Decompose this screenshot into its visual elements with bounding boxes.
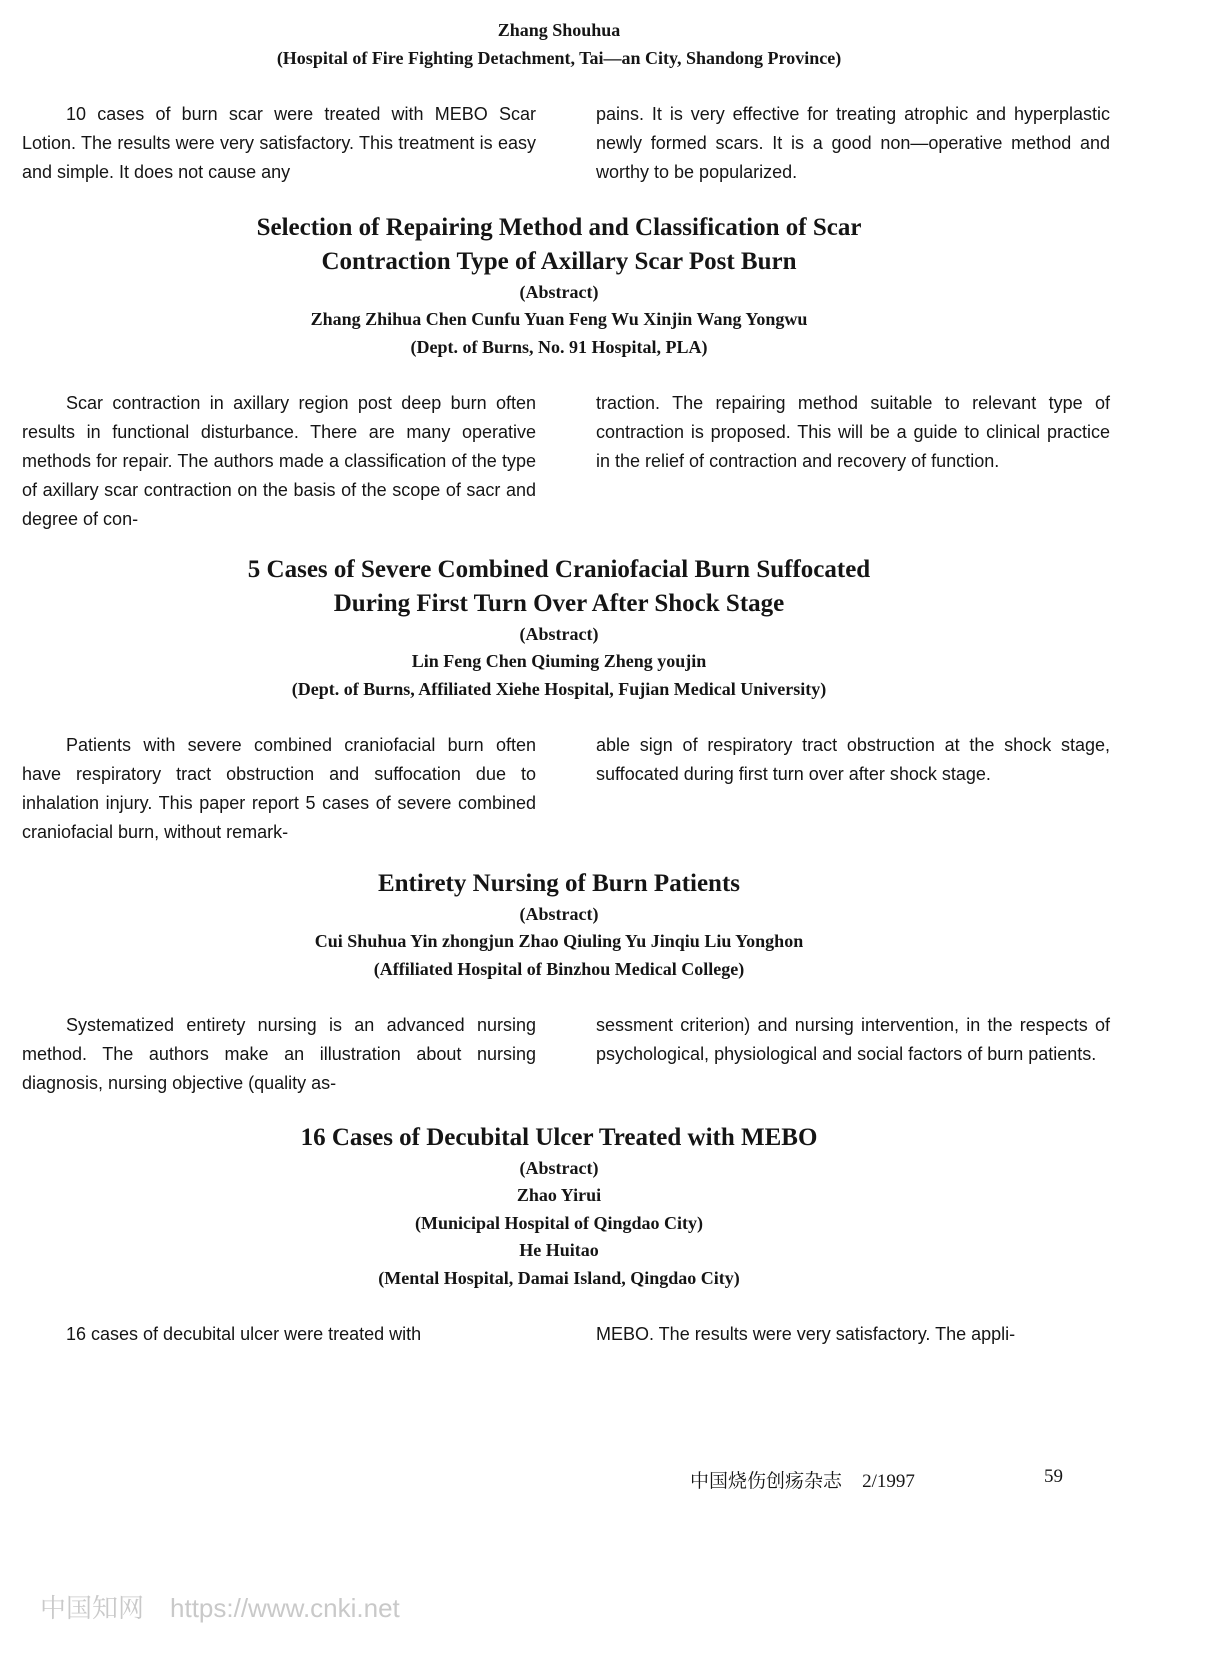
- right-column: [596, 1011, 1110, 1098]
- article-title: 16 Cases of Decubital Ulcer Treated with MEBO: [300, 1124, 818, 1151]
- watermark-url: https://www.cnki.net: [170, 1593, 400, 1623]
- article-title-line2: During First Turn Over After Shock Stage: [333, 590, 785, 617]
- article-title-line2: Contraction Type of Axillary Scar Post Burn: [321, 248, 797, 275]
- paragraph: Scar contraction in axillary region post deep burn often results in functional disturbance. There are many operative methods for repair. The authors made a classification of the type of axillary scar contraction on the basis of the scope of sacr and degree of con-: [22, 393, 536, 529]
- watermark-brand: 中国知网: [40, 1594, 145, 1624]
- paragraph: traction. The repairing method suitable to relevant type of contraction is proposed. This will be a guide to clinical practice in the relief of contraction and recovery of function.: [596, 393, 1110, 471]
- author-line: Cui Shuhua Yin zhongjun Zhao Qiuling Yu Jinqiu Liu Yonghon: [314, 931, 804, 951]
- left-column: [22, 100, 536, 187]
- author-line: Zhao Yirui: [516, 1185, 602, 1205]
- two-column-body: [22, 1011, 1110, 1098]
- left-column: [22, 1011, 536, 1098]
- journal-name: 中国烧伤创疡杂志: [690, 1470, 843, 1492]
- affiliation-line: (Hospital of Fire Fighting Detachment, Tai—an City, Shandong Province): [276, 48, 842, 68]
- cnki-watermark: [40, 1588, 400, 1625]
- left-column: [22, 1320, 536, 1349]
- paragraph: sessment criterion) and nursing intervention, in the respects of psychological, physiological and social factors of burn patients.: [596, 1015, 1110, 1064]
- abstract-tag: (Abstract): [519, 282, 599, 302]
- two-column-body: [22, 1320, 1110, 1349]
- paragraph: Systematized entirety nursing is an advanced nursing method. The authors make an illustration about nursing diagnosis, nursing objective (quality as-: [22, 1015, 536, 1093]
- right-column: [596, 731, 1110, 847]
- author-line: Zhang Shouhua: [497, 20, 621, 40]
- issue-label: 2/1997: [862, 1471, 915, 1492]
- article-title: Selection of Repairing Method and Classification of Scar: [256, 214, 862, 241]
- page-number: 59: [1044, 1466, 1063, 1487]
- author-line: He Huitao: [519, 1240, 599, 1260]
- affiliation-line: (Mental Hospital, Damai Island, Qingdao City): [378, 1268, 740, 1288]
- left-column: [22, 731, 536, 847]
- article-title: Entirety Nursing of Burn Patients: [377, 870, 741, 897]
- author-line: Zhang Zhihua Chen Cunfu Yuan Feng Wu Xinjin Wang Yongwu: [310, 309, 808, 329]
- affiliation-line: (Municipal Hospital of Qingdao City): [414, 1213, 704, 1233]
- paragraph: MEBO. The results were very satisfactory. The appli-: [596, 1324, 1016, 1344]
- paragraph: pains. It is very effective for treating atrophic and hyperplastic newly formed scars. It is a good non—operative method and worthy to be popularized.: [596, 104, 1110, 182]
- affiliation-line: (Dept. of Burns, No. 91 Hospital, PLA): [410, 337, 708, 357]
- abstract-tag: (Abstract): [519, 624, 599, 644]
- paragraph: 16 cases of decubital ulcer were treated with: [66, 1324, 422, 1344]
- two-column-body: [22, 100, 1110, 187]
- page-footer: [690, 1466, 1063, 1493]
- right-column: [596, 1320, 1110, 1349]
- two-column-body: [22, 731, 1110, 847]
- right-column: [596, 100, 1110, 187]
- right-column: [596, 389, 1110, 534]
- affiliation-line: (Dept. of Burns, Affiliated Xiehe Hospital, Fujian Medical University): [291, 679, 827, 699]
- abstract-tag: (Abstract): [519, 1158, 599, 1178]
- paragraph: able sign of respiratory tract obstruction at the shock stage, suffocated during first turn over after shock stage.: [596, 735, 1110, 784]
- paragraph: Patients with severe combined craniofacial burn often have respiratory tract obstruction and suffocation due to inhalation injury. This paper report 5 cases of severe combined craniofacial burn, without remark-: [22, 735, 536, 842]
- left-column: [22, 389, 536, 534]
- paragraph: 10 cases of burn scar were treated with MEBO Scar Lotion. The results were very satisfactory. This treatment is easy and simple. It does not cause any: [22, 104, 536, 182]
- two-column-body: [22, 389, 1110, 534]
- author-line: Lin Feng Chen Qiuming Zheng youjin: [411, 651, 707, 671]
- abstract-tag: (Abstract): [519, 904, 599, 924]
- article-title: 5 Cases of Severe Combined Craniofacial Burn Suffocated: [247, 556, 871, 583]
- affiliation-line: (Affiliated Hospital of Binzhou Medical College): [373, 959, 745, 979]
